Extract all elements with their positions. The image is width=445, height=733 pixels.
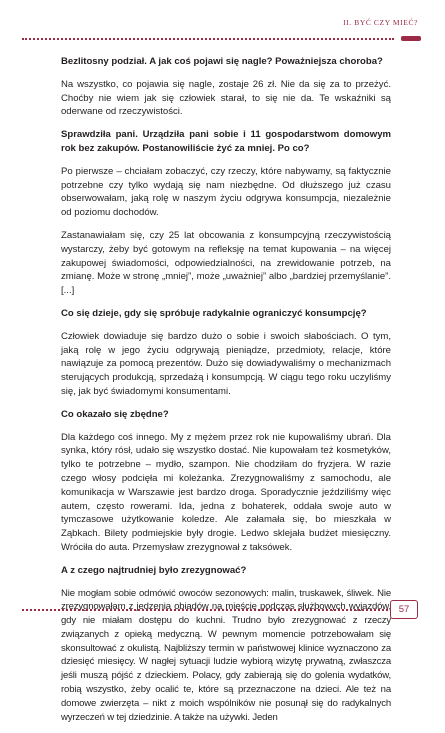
article-body: [61, 55, 391, 733]
running-header: II. BYĆ CZY MIEĆ?: [343, 18, 418, 27]
interview-answer: Dla każdego coś innego. My z mężem przez rok nie kupowaliśmy ubrań. Dla synka, który rósł, udało się wszystko dostać. Nie kupowałam też kosmetyków, tylko te potrzebne – mydło, szampon. Nie chodziłam do fryzjera. W razie czego włosy podcięła mi koleżanka. Zrezygnowaliśmy z samochodu, ale komunikacja w Warszawie jest bardzo droga. Sporadycznie jeździliśmy więc autem, często rowerami. Ida, jedna z bohaterek, oddała swoje auto w tymczasowe użytkowanie koledze. Ale załamała się, bo mieszkała w Ząbkach. Bilety podmiejskie były drogie. Ledwo sklejała budżet miesięczny. Wróciła do auta. Przemysław zrezygnował z taksówek.: [61, 431, 391, 553]
interview-answer: Na wszystko, co pojawia się nagle, zostaje 26 zł. Nie da się za to przeżyć. Choćby nie wiem jak się człowiek starał, to się nie da. Te wskaźniki są oderwane od rzeczywistości.: [61, 78, 391, 118]
interview-question: A z czego najtrudniej było zrezygnować?: [61, 564, 247, 576]
header-accent-bar: [401, 36, 421, 41]
interview-question: Co okazało się zbędne?: [61, 408, 169, 420]
interview-answer: Po pierwsze – chciałam zobaczyć, czy rzeczy, które nabywamy, są faktycznie potrzebne czy tylko wydają się nam niezbędne. Od dłuższego już czasu obserwowałam, jaką rolę w naszym życiu odgrywa konsumpcja, niezależnie od poziomu dochodów.: [61, 165, 391, 219]
top-dotted-rule: [22, 38, 394, 40]
interview-answer: Zastanawiałam się, czy 25 lat obcowania z konsumpcyjną rzeczywistością wystarczy, żeby być gotowym na refleksję na temat kupowania – na więcej zakupowej świadomości, odpowiedzialności, na zrewidowanie potrzeb, na zmianę. Może w stronę „mniej”, może „uważniej” albo „bardziej przemyślanie”. [...]: [61, 229, 391, 297]
page-number: 57: [390, 600, 418, 619]
interview-question: Bezlitosny podział. A jak coś pojawi się nagle? Poważniejsza choroba?: [61, 56, 383, 67]
interview-question: Sprawdziła pani. Urządziła pani sobie i 11 gospodarstwom domowym rok bez zakupów. Postanowiliście żyć za mniej. Po co?: [61, 129, 391, 154]
interview-question: Co się dzieje, gdy się spróbuje radykalnie ograniczyć konsumpcję?: [61, 307, 367, 319]
interview-answer: Człowiek dowiaduje się bardzo dużo o sobie i swoich słabościach. O tym, jaką rolę w jego życiu odgrywają pieniądze, przedmioty, relacje, które nawiązuje za pomocą prezentów. Dużo się dowiadywaliśmy o mechanizmach sterujących produkcją, sprzedażą i konsumpcją. W ciągu tego roku uczyliśmy się, jak być świadomymi konsumentami.: [61, 330, 391, 397]
interview-answer: Nie mogłam sobie odmówić owoców sezonowych: malin, truskawek, śliwek. Nie zrezygnowałam z jedzenia obiadów na mieście podczas służbowych wyjazdów, gdy nie miałam dostępu do kuchni. Trudno było zrezygnować z rzeczy związanych z opieką medyczną. W pewnym momencie potrzebowałam się skonsultować z okulistą. Najbliższy termin w państwowej klinice wyznaczono za dziesięć miesięcy. W nagłej sytuacji ludzie wybiorą wizytę prywatną, zwłaszcza jeśli muszą pójść z dzieckiem. Polacy, gdy zabierają się do golenia wydatków, robią wszystko, żeby ocalić te, które są przeznaczone na dzieci. Ale też na domowe zwierzęta – nikt z moich wspólników nie posunął się do radykalnych wyrzeczeń w tej dziedzinie. A także na używki. Jeden: [61, 587, 391, 723]
bottom-dotted-rule: [22, 609, 388, 611]
